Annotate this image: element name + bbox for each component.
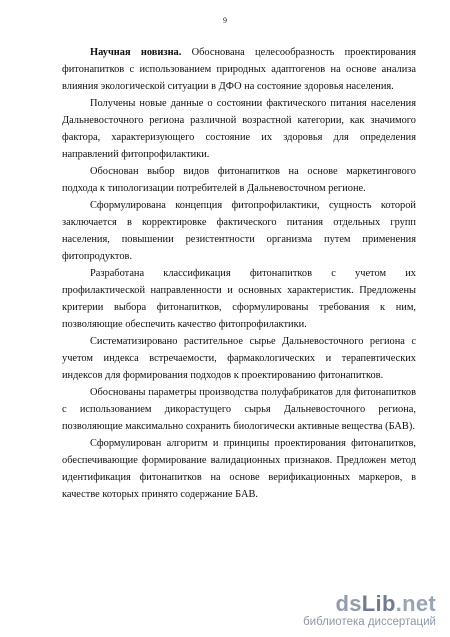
paragraph	[62, 197, 416, 265]
paragraph-text: Получены новые данные о состоянии фактического питания населения Дальневосточного региона различной возрастной категории, как значимого фактора, характеризующего состояние их здоровья для определения направлений фитопрофилактики.	[62, 98, 416, 160]
paragraph-text: Систематизировано растительное сырье Дальневосточного региона с учетом индекса встречаемости, фармакологических и терапевтических индексов для формирования подходов к проектированию фитонапитков.	[62, 336, 416, 381]
paragraph	[62, 435, 416, 503]
watermark-logo	[286, 593, 436, 615]
paragraph	[62, 265, 416, 333]
watermark-subtitle: библиотека диссертаций	[303, 616, 436, 628]
paragraph	[62, 384, 416, 435]
paragraph-text: Сформулирован алгоритм и принципы проектирования фитонапитков, обеспечивающие формирование валидационных признаков. Предложен метод идентификация фитонапитков на основе верификационных маркеров, в качестве которых принято содержание БАВ.	[62, 438, 416, 500]
paragraph-scientific-novelty	[62, 44, 416, 95]
paragraph-text: Обоснован выбор видов фитонапитков на основе маркетингового подхода к типологизации потребителей в Дальневосточном регионе.	[62, 166, 416, 194]
paragraph	[62, 333, 416, 384]
paragraph-lead: Научная новизна.	[90, 47, 182, 58]
watermark-logo-net: .net	[395, 591, 436, 616]
page-number: 9	[223, 16, 227, 25]
document-body	[62, 44, 416, 503]
paragraph-text: Обоснованы параметры производства полуфабрикатов для фитонапитков с использованием дикорастущего сырья Дальневосточного региона, позволяющие максимально сохранить биологически активные вещества (БАВ).	[62, 387, 416, 432]
paragraph	[62, 163, 416, 197]
paragraph-text: Обоснована целесообразность проектирования фитонапитков с использованием природных адаптогенов на основе анализа влияния экологической ситуации в ДФО на состояние здоровья населения.	[62, 47, 416, 92]
watermark-logo-ds: ds	[335, 591, 362, 616]
paragraph-text: Разработана классификация фитонапитков с учетом их профилактической направленности и основных характеристик. Предложены критерии выбора фитонапитков, сформулированы требования к ним, позволяющие обеспечить качество фитопрофилактики.	[62, 268, 416, 330]
watermark-logo-lib: Lib	[361, 591, 396, 616]
paragraph	[62, 95, 416, 163]
paragraph-text: Сформулирована концепция фитопрофилактики, сущность которой заключается в корректировке фактического питания отдельных групп населения, повышении резистентности организма путем применения фитопродуктов.	[62, 200, 416, 262]
watermark	[286, 593, 436, 629]
